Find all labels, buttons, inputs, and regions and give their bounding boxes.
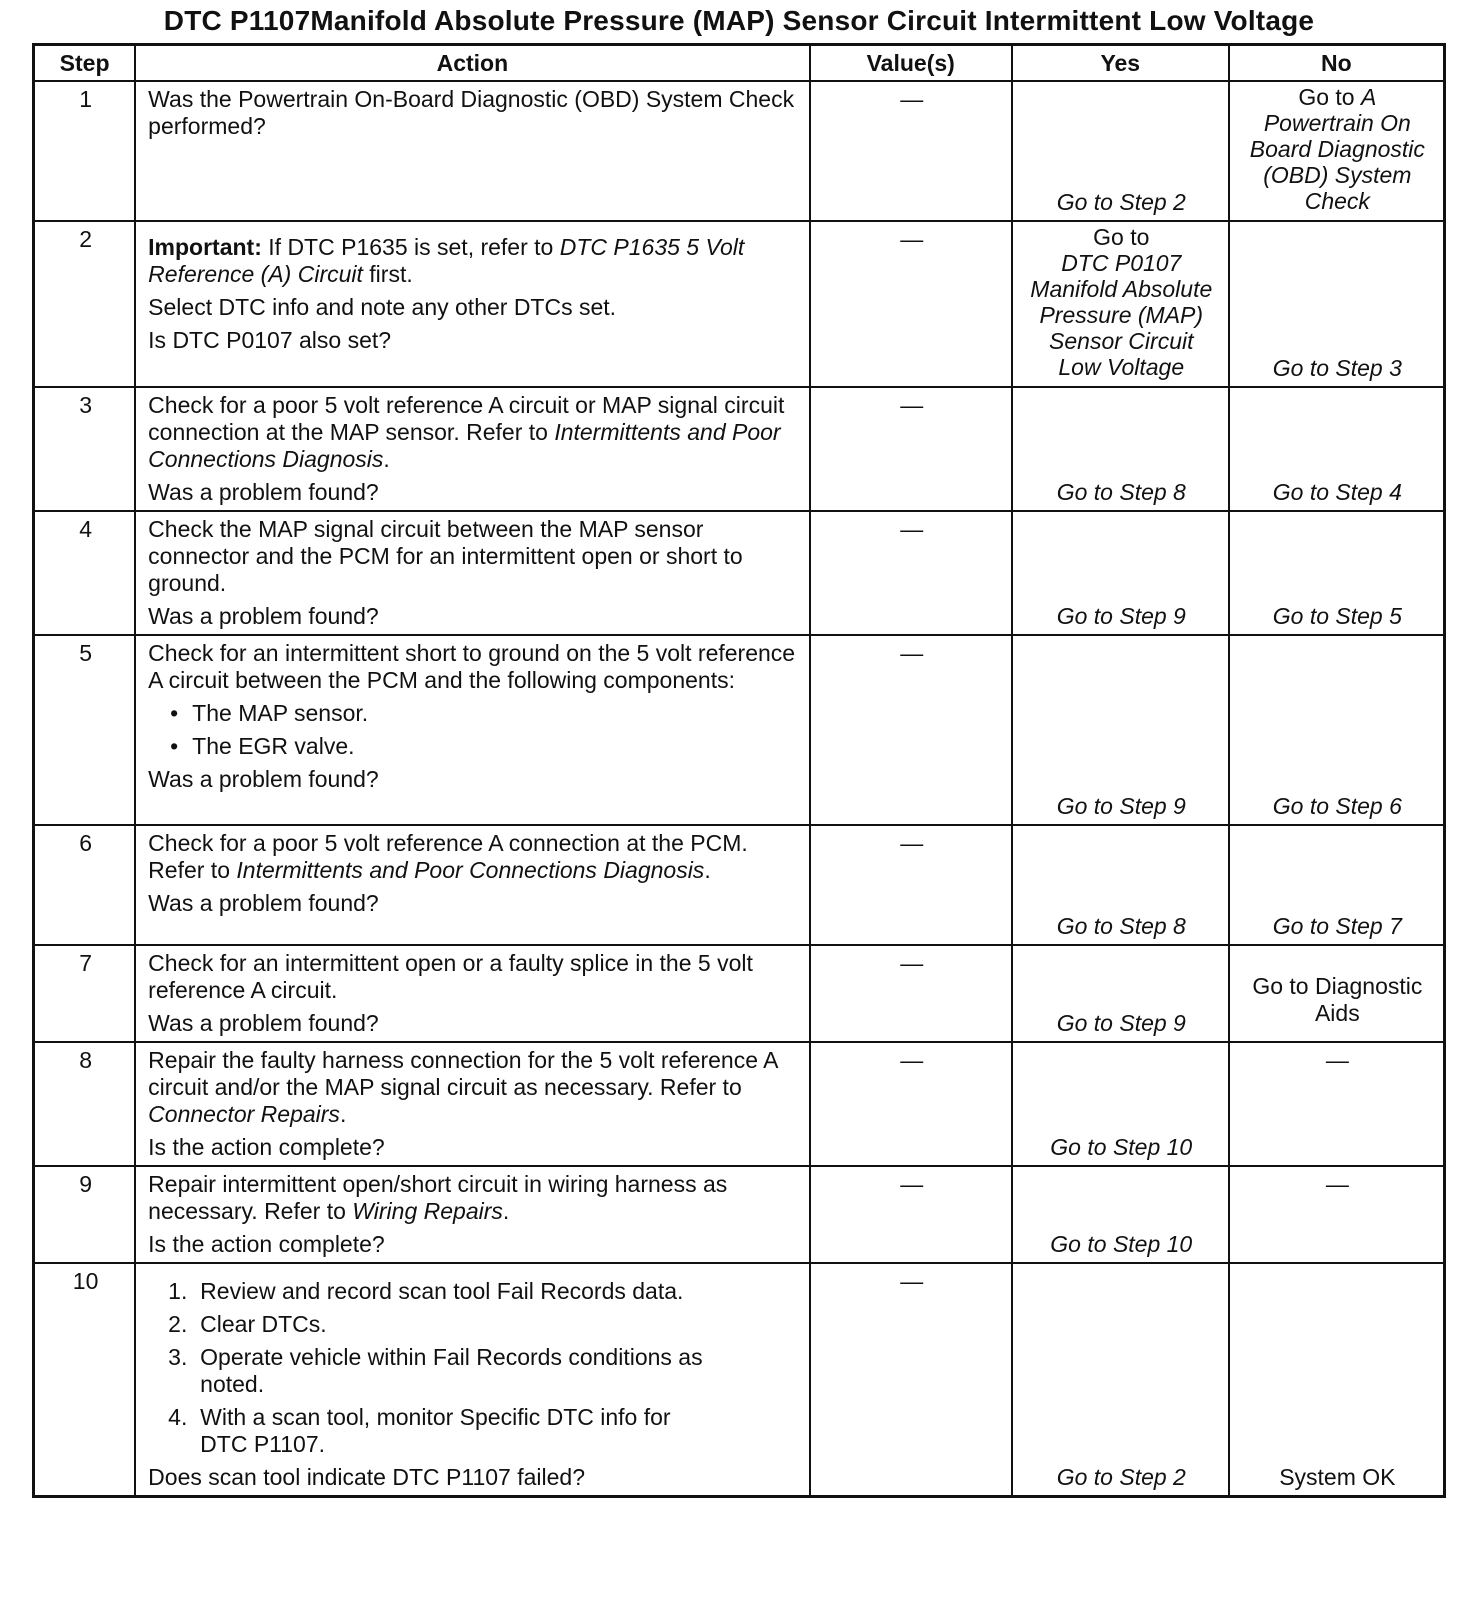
action-text: Check for an intermittent short to ground on the 5 volt reference A circuit between the PCM and the following components: [148, 640, 796, 693]
value-cell: — [810, 387, 1012, 511]
action-text [148, 392, 798, 473]
step-number: 4 [34, 511, 136, 635]
yes-cell: Go to Step 9 [1012, 945, 1229, 1042]
yes-cell [1012, 221, 1229, 387]
no-reference: A Powertrain On Board Diagnostic (OBD) System Check [1249, 84, 1425, 214]
list-item [168, 1344, 798, 1398]
action-text: Check the MAP signal circuit between the MAP sensor connector and the PCM for an intermittent open or short to ground. [148, 516, 743, 596]
no-cell: Go to Step 7 [1229, 825, 1445, 945]
action-cell [135, 635, 809, 825]
reference-link: Intermittents and Poor Connections Diagnosis [236, 857, 705, 883]
yes-prefix: Go to [1093, 224, 1150, 250]
item-text: Review and record scan tool Fail Records data. [200, 1278, 684, 1304]
table-row [34, 221, 1445, 387]
header-yes: Yes [1012, 45, 1229, 82]
header-no: No [1229, 45, 1445, 82]
action-question: Was a problem found? [148, 479, 379, 505]
table-row [34, 1263, 1445, 1497]
document-title: DTC P1107Manifold Absolute Pressure (MAP) Sensor Circuit Intermittent Low Voltage [163, 5, 1315, 36]
value-cell: — [810, 1166, 1012, 1263]
reference-link: DTC P1635 5 Volt Reference (A) Circuit [148, 234, 745, 287]
reference-link: Intermittents and Poor Connections Diagnosis [148, 419, 781, 472]
action-cell [135, 511, 809, 635]
list-item [168, 1404, 798, 1458]
reference-link: Wiring Repairs [352, 1198, 503, 1224]
important-text: If DTC P1635 is set, refer to [261, 234, 560, 260]
action-instruction: Repair intermittent open/short circuit in wiring harness as necessary. Refer to [148, 1171, 728, 1224]
yes-cell: Go to Step 2 [1012, 1263, 1229, 1497]
action-instruction: Check for a poor 5 volt reference A circuit or MAP signal circuit connection at the MAP sensor. Refer to [148, 392, 785, 445]
step-number: 8 [34, 1042, 136, 1166]
value-cell: — [810, 825, 1012, 945]
action-text [148, 1171, 798, 1225]
value-cell: — [810, 81, 1012, 221]
table-row [34, 635, 1445, 825]
value-cell: — [810, 221, 1012, 387]
item-number: 4. [168, 1404, 188, 1430]
action-cell [135, 1166, 809, 1263]
action-cell [135, 825, 809, 945]
table-row [34, 1042, 1445, 1166]
action-cell [135, 81, 809, 221]
header-action: Action [135, 45, 809, 82]
yes-cell: Go to Step 10 [1012, 1166, 1229, 1263]
header-step: Step [34, 45, 136, 82]
table-row [34, 81, 1445, 221]
step-number: 7 [34, 945, 136, 1042]
action-cell [135, 221, 809, 387]
item-text: With a scan tool, monitor Specific DTC info for DTC P1107. [200, 1404, 671, 1457]
value-cell: — [810, 945, 1012, 1042]
action-cell [135, 387, 809, 511]
no-cell [1229, 81, 1445, 221]
action-cell [135, 1042, 809, 1166]
no-cell: System OK [1229, 1263, 1445, 1497]
yes-reference: DTC P0107 Manifold Absolute Pressure (MAP) Sensor Circuit Low Voltage [1030, 250, 1213, 380]
no-cell: — [1229, 1166, 1445, 1263]
yes-cell: Go to Step 9 [1012, 511, 1229, 635]
action-question: Is the action complete? [148, 1231, 385, 1257]
action-text [148, 830, 798, 884]
important-text-end: first. [362, 261, 413, 287]
action-text: Was the Powertrain On-Board Diagnostic (OBD) System Check performed? [148, 86, 795, 139]
yes-cell: Go to Step 10 [1012, 1042, 1229, 1166]
item-number: 3. [168, 1344, 188, 1370]
action-text [148, 1047, 798, 1128]
action-cell [135, 945, 809, 1042]
item-number: 2. [168, 1311, 188, 1337]
punctuation: . [383, 446, 390, 472]
procedure-list [148, 1278, 798, 1458]
list-item: • The MAP sensor. [170, 700, 798, 727]
punctuation: . [502, 1198, 510, 1224]
table-row [34, 945, 1445, 1042]
table-row [34, 511, 1445, 635]
action-question: Was a problem found? [148, 1010, 379, 1036]
no-cell: Go to Diagnostic Aids [1229, 945, 1445, 1042]
action-text: Select DTC info and note any other DTCs set. [148, 294, 617, 320]
punctuation: . [704, 857, 711, 883]
no-prefix: Go to [1298, 84, 1361, 110]
action-question: Was a problem found? [148, 603, 379, 629]
action-question: Is the action complete? [148, 1134, 385, 1160]
no-cell: Go to Step 4 [1229, 387, 1445, 511]
step-number: 5 [34, 635, 136, 825]
table-row [34, 825, 1445, 945]
action-text: Check for an intermittent open or a faulty splice in the 5 volt reference A circuit. [148, 950, 753, 1003]
header-values: Value(s) [810, 45, 1012, 82]
table-row [34, 1166, 1445, 1263]
step-number: 3 [34, 387, 136, 511]
no-cell: Go to Step 5 [1229, 511, 1445, 635]
action-cell [135, 1263, 809, 1497]
diagnostic-table [32, 43, 1446, 1498]
value-cell: — [810, 1263, 1012, 1497]
action-question: Was a problem found? [148, 766, 379, 792]
punctuation: . [339, 1101, 347, 1127]
action-instruction: Check for a poor 5 volt reference A connection at the PCM. Refer to [148, 830, 748, 883]
step-number: 1 [34, 81, 136, 221]
yes-cell: Go to Step 8 [1012, 825, 1229, 945]
step-number: 9 [34, 1166, 136, 1263]
yes-cell: Go to Step 2 [1012, 81, 1229, 221]
yes-cell: Go to Step 8 [1012, 387, 1229, 511]
component-list [148, 700, 798, 760]
step-number: 2 [34, 221, 136, 387]
yes-cell: Go to Step 9 [1012, 635, 1229, 825]
no-cell: — [1229, 1042, 1445, 1166]
action-question: Does scan tool indicate DTC P1107 failed? [148, 1464, 585, 1490]
no-cell: Go to Step 6 [1229, 635, 1445, 825]
action-question: Was a problem found? [148, 890, 379, 916]
value-cell: — [810, 1042, 1012, 1166]
step-number: 10 [34, 1263, 136, 1497]
important-label: Important: [148, 234, 262, 260]
item-text: Operate vehicle within Fail Records conditions as noted. [200, 1344, 703, 1397]
table-row [34, 387, 1445, 511]
reference-link: Connector Repairs [148, 1101, 340, 1127]
item-number: 1. [168, 1278, 188, 1304]
step-number: 6 [34, 825, 136, 945]
action-question: Is DTC P0107 also set? [148, 327, 392, 353]
important-note [148, 234, 798, 288]
value-cell: — [810, 635, 1012, 825]
list-item [168, 1311, 798, 1338]
list-item [168, 1278, 798, 1305]
no-cell: Go to Step 3 [1229, 221, 1445, 387]
header-row [34, 45, 1445, 82]
list-item: • The EGR valve. [170, 733, 798, 760]
item-text: Clear DTCs. [200, 1311, 327, 1337]
action-instruction: Repair the faulty harness connection for the 5 volt reference A circuit and/or the MAP signal circuit as necessary. Refer to [148, 1047, 778, 1100]
value-cell: — [810, 511, 1012, 635]
